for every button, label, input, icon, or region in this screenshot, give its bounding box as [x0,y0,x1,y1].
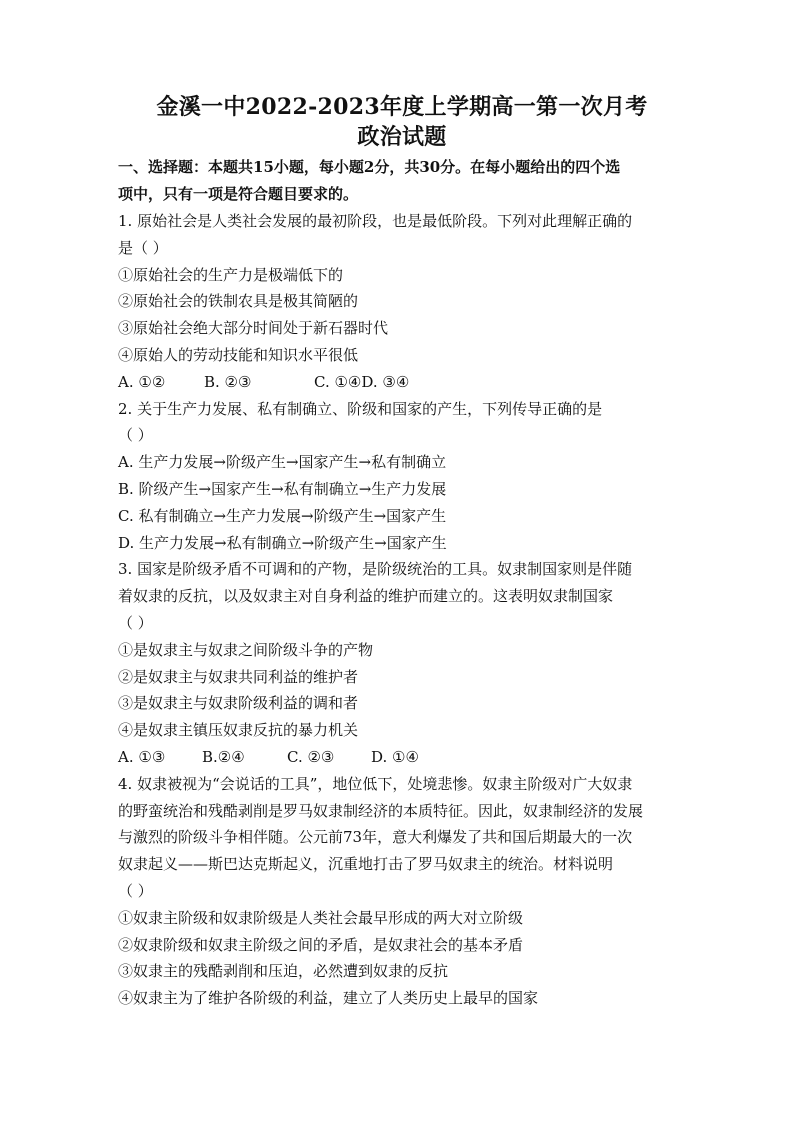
question-3-stem [118,556,686,636]
stem-line: 2. 关于生产力发展、私有制确立、阶级和国家的产生，下列传导正确的是 [118,399,603,418]
question-1-item: ③原始社会绝大部分时间处于新石器时代 [118,319,389,338]
question-2-stem [118,396,686,450]
stem-line: 4. 奴隶被视为“会说话的工具”，地位低下，处境悲惨。奴隶主阶级对广大奴隶 [118,774,633,793]
stem-line: 与激烈的阶级斗争相伴随。公元前73年，意大利爆发了共和国后期最大的一次 [118,828,633,847]
question-4-item: ②奴隶阶级和奴隶主阶级之间的矛盾，是奴隶社会的基本矛盾 [118,935,524,954]
question-2-option: C. 私有制确立→生产力发展→阶级产生→国家产生 [118,506,447,525]
question-4-item: ④奴隶主为了维护各阶级的利益，建立了人类历史上最早的国家 [118,989,539,1008]
stem-line: 的野蛮统治和残酷剥削是罗马奴隶制经济的本质特征。因此，奴隶制经济的发展 [118,801,644,820]
question-2-option: B. 阶级产生→国家产生→私有制确立→生产力发展 [118,479,447,498]
question-1-item: ④原始人的劳动技能和知识水平很低 [118,345,359,364]
choice-c: C. ②③ [287,747,335,766]
stem-line: （ ） [118,881,153,900]
stem-line: 着奴隶的反抗，以及奴隶主对自身利益的维护而建立的。这表明奴隶制国家 [118,587,614,606]
choice-d: D. ①④ [371,747,419,766]
choice-a: A. ①③ [118,747,166,766]
question-2-option: A. 生产力发展→阶级产生→国家产生→私有制确立 [118,453,447,472]
stem-line: 奴隶起义——斯巴达克斯起义，沉重地打击了罗马奴隶主的统治。材料说明 [118,855,614,874]
stem-line: 是（ ） [118,238,168,257]
question-3-item: ③是奴隶主与奴隶阶级利益的调和者 [118,694,359,713]
question-1-item: ①原始社会的生产力是极端低下的 [118,265,344,284]
choice-b: B.②④ [202,747,245,766]
stem-line: （ ） [118,613,153,632]
choice-d: D. ③④ [361,372,410,391]
question-4-stem [118,771,686,905]
question-4-item: ①奴隶主阶级和奴隶阶级是人类社会最早形成的两大对立阶级 [118,908,524,927]
choice-c: C. ①④ [314,372,362,391]
exam-subject: 政治试题 [357,124,447,150]
exam-title: 金溪一中2022-2023年度上学期高一第一次月考 [156,94,648,120]
question-3-item: ②是奴隶主与奴隶共同利益的维护者 [118,667,359,686]
question-1-item: ②原始社会的铁制农具是极其简陋的 [118,292,359,311]
stem-line: 1. 原始社会是人类社会发展的最初阶段，也是最低阶段。下列对此理解正确的 [118,212,633,230]
stem-line: 3. 国家是阶级矛盾不可调和的产物，是阶级统治的工具。奴隶制国家则是伴随 [118,560,633,579]
question-2-option: D. 生产力发展→私有制确立→阶级产生→国家产生 [118,533,447,552]
stem-line: （ ） [118,426,153,445]
choice-a: A. ①② [118,372,166,391]
question-1-choices [118,369,686,396]
section-intro-line: 项中，只有一项是符合题目要求的。 [118,185,359,203]
choice-b: B. ②③ [204,372,252,391]
section-intro-line: 一、选择题：本题共15小题，每小题2分，共30分。在每小题给出的四个选 [118,158,621,176]
question-4-item: ③奴隶主的残酷剥削和压迫，必然遭到奴隶的反抗 [118,962,449,981]
question-1-stem [118,208,686,262]
question-3-choices [118,744,686,771]
question-3-item: ①是奴隶主与奴隶之间阶级斗争的产物 [118,640,374,659]
question-3-item: ④是奴隶主镇压奴隶反抗的暴力机关 [118,721,359,740]
section-intro [118,154,686,208]
